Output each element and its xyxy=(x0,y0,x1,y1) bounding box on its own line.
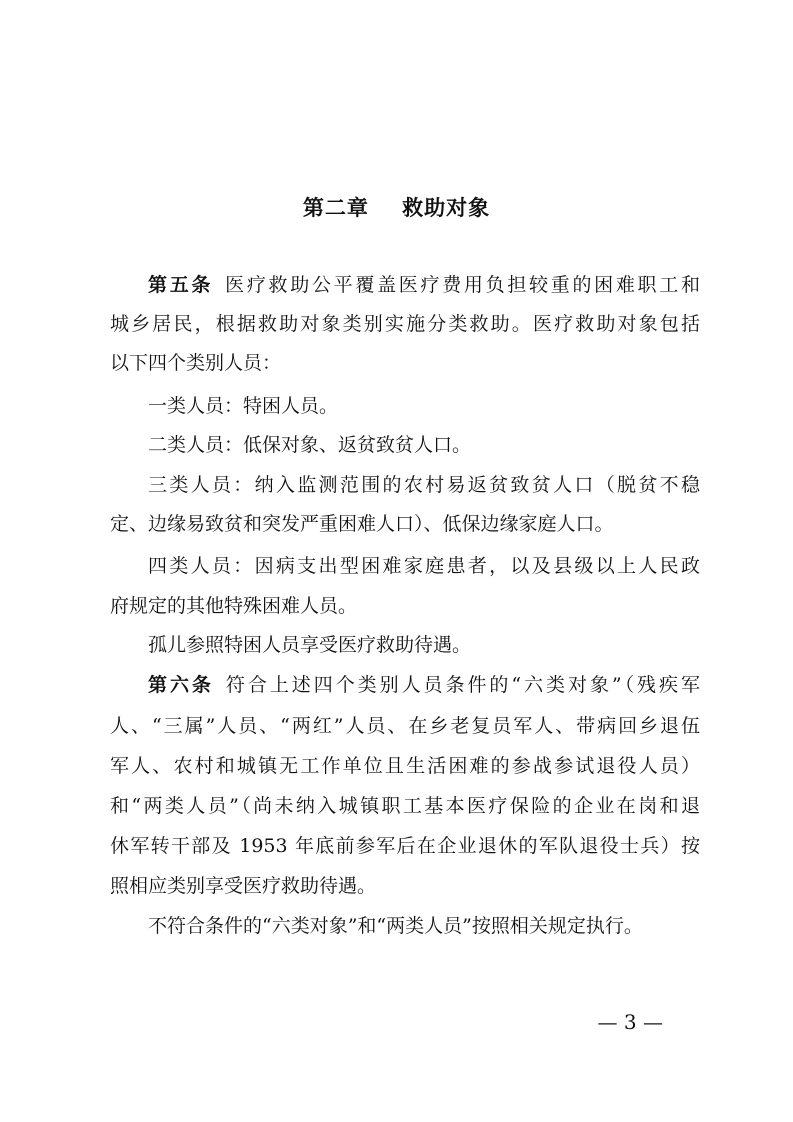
article-6-line-3: 军人、农村和城镇无工作单位且生活困难的参战参试退役人员） xyxy=(110,755,700,777)
category-4-line-2: 府规定的其他特殊困难人员。 xyxy=(110,595,358,617)
article-6-line-2: 人、“三属”人员、“两红”人员、在乡老复员军人、带病回乡退伍 xyxy=(110,715,700,737)
article-5-line-3: 以下四个类别人员： xyxy=(110,352,282,374)
article-5-label: 第五条 xyxy=(148,274,214,296)
category-1: 一类人员：特困人员。 xyxy=(148,395,339,417)
article-5-line-2: 城乡居民，根据救助对象类别实施分类救助。医疗救助对象包括 xyxy=(110,313,700,335)
category-2: 二类人员：低保对象、返贫致贫人口。 xyxy=(148,434,472,456)
article-6-text-1: 符合上述四个类别人员条件的“六类对象”（残疾军 xyxy=(225,674,700,696)
category-3-line-2: 定、边缘易致贫和突发严重困难人口）、低保边缘家庭人口。 xyxy=(110,513,614,535)
closing-note: 不符合条件的“六类对象”和“两类人员”按照相关规定执行。 xyxy=(148,915,643,937)
article-6-line-5: 休军转干部及 1953 年底前参军后在企业退休的军队退役士兵）按 xyxy=(110,835,700,857)
category-4-line-1: 四类人员：因病支出型困难家庭患者，以及县级以上人民政 xyxy=(148,555,700,577)
chapter-title: 第二章 救助对象 xyxy=(302,196,491,220)
article-6-line-1 xyxy=(148,670,700,700)
article-6-label: 第六条 xyxy=(148,674,214,696)
article-6-line-6: 照相应类别享受医疗救助待遇。 xyxy=(110,875,377,897)
category-3-line-1: 三类人员：纳入监测范围的农村易返贫致贫人口（脱贫不稳 xyxy=(148,474,700,496)
article-5-line-1 xyxy=(148,270,700,300)
orphan-note: 孤儿参照特困人员享受医疗救助待遇。 xyxy=(148,634,472,656)
page-number: — 3 — xyxy=(597,1010,663,1034)
article-6-line-4: 和“两类人员”（尚未纳入城镇职工基本医疗保险的企业在岗和退 xyxy=(110,795,700,817)
article-5-text-1: 医疗救助公平覆盖医疗费用负担较重的困难职工和 xyxy=(225,274,700,296)
